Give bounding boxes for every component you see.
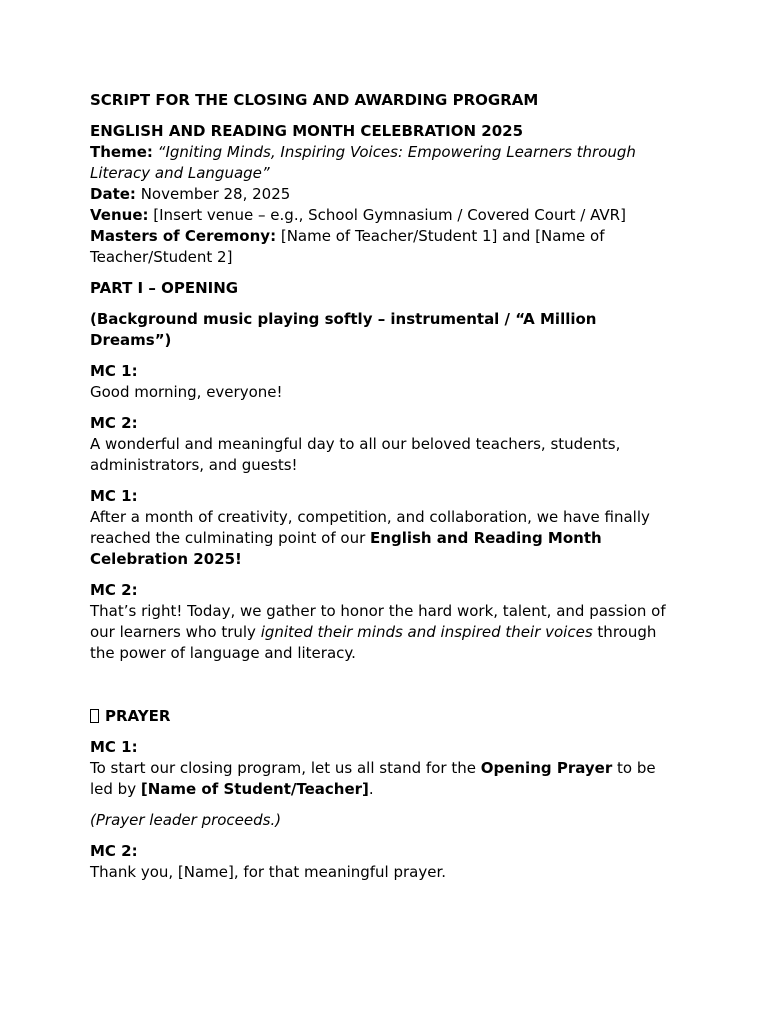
theme-label: Theme: — [90, 143, 153, 161]
mc-label: Masters of Ceremony: — [90, 227, 277, 245]
date-line — [90, 184, 680, 205]
mc-line-bold: Opening Prayer — [480, 759, 613, 777]
missing-glyph-icon — [90, 709, 99, 723]
part1-heading: PART I – OPENING — [90, 279, 239, 297]
prayer-note: (Prayer leader proceeds.) — [90, 811, 282, 829]
music-note: (Background music playing softly – instrumental / “A Million Dreams”) — [90, 310, 597, 349]
theme-line — [90, 142, 680, 184]
mc-line-bold-name: [Name of Student/Teacher] — [140, 780, 369, 798]
mc-line-plain-mid: to be led by — [90, 759, 656, 798]
mc-speaker: MC 1: — [90, 487, 138, 505]
prayer-heading-line — [90, 706, 680, 727]
theme-value: “Igniting Minds, Inspiring Voices: Empowering Learners through Literacy and Language” — [90, 143, 636, 182]
mc-line-plain-end: through the power of language and literacy. — [90, 623, 657, 662]
event-heading: ENGLISH AND READING MONTH CELEBRATION 2025 — [90, 122, 524, 140]
mc-line — [90, 226, 680, 268]
mc-line-plain: After a month of creativity, competition, and collaboration, we have finally reached the culminating point of our — [90, 508, 650, 547]
date-label: Date: — [90, 185, 136, 203]
mc-line-text — [90, 758, 680, 800]
mc-speaker: MC 1: — [90, 738, 138, 756]
date-value: November 28, 2025 — [140, 185, 291, 203]
mc-speaker: MC 2: — [90, 842, 138, 860]
venue-label: Venue: — [90, 206, 149, 224]
mc-value: [Name of Teacher/Student 1] and [Name of Teacher/Student 2] — [90, 227, 605, 266]
mc-line-italic: ignited their minds and inspired their voices — [260, 623, 593, 641]
mc-line-bold: English and Reading Month Celebration 2025! — [90, 529, 602, 568]
mc-speaker: MC 1: — [90, 362, 138, 380]
mc-line-text — [90, 507, 680, 570]
mc-line-plain: That’s right! Today, we gather to honor the hard work, talent, and passion of our learners who truly — [90, 602, 666, 641]
venue-value: [Insert venue – e.g., School Gymnasium / Covered Court / AVR] — [153, 206, 626, 224]
document-page — [90, 90, 680, 883]
mc-line-text: Thank you, [Name], for that meaningful prayer. — [90, 863, 447, 881]
mc-line-text: Good morning, everyone! — [90, 383, 283, 401]
mc-speaker: MC 2: — [90, 414, 138, 432]
mc-speaker: MC 2: — [90, 581, 138, 599]
mc-line-text — [90, 601, 680, 664]
prayer-heading: PRAYER — [105, 707, 171, 725]
venue-line — [90, 205, 680, 226]
mc-line-plain: To start our closing program, let us all stand for the — [90, 759, 481, 777]
mc-line-text: A wonderful and meaningful day to all our beloved teachers, students, administrators, and guests! — [90, 435, 621, 474]
mc-line-period: . — [368, 780, 374, 798]
script-title: SCRIPT FOR THE CLOSING AND AWARDING PROGRAM — [90, 91, 539, 109]
